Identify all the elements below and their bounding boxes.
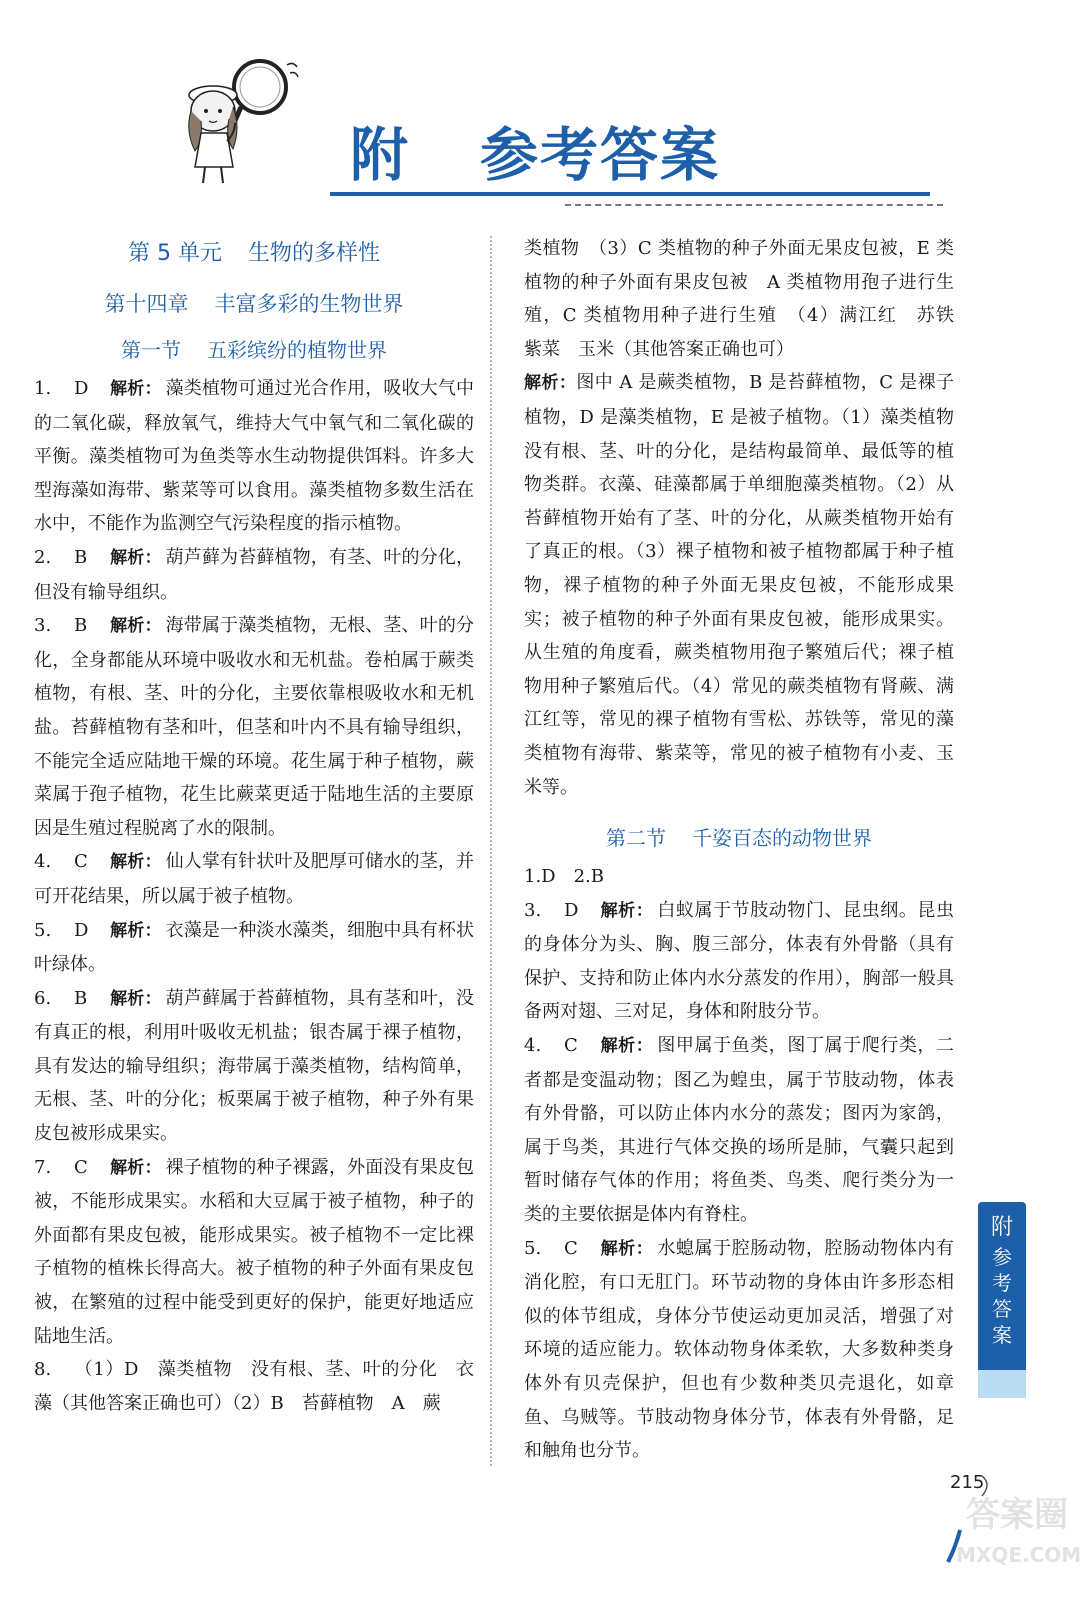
left-column — [34, 232, 474, 1420]
section-heading-2: 第二节 千姿百态的动物世界 — [606, 826, 872, 851]
side-tab-foot — [978, 1370, 1026, 1398]
watermark-icon — [946, 1468, 1082, 1568]
answer-item: 3. D 解析： 白蚁属于节肢动物门、昆虫纲。昆虫的身体分为头、胸、腹三部分，体表有外骨骼（具有保护、支持和防止体内水分蒸发的作用），胸部一般具备两对翅、三对足，身体和附肢分节。 — [524, 899, 955, 1023]
column-divider — [490, 236, 492, 1466]
section-heading: 第一节 五彩缤纷的植物世界 — [121, 338, 387, 362]
answer-item: 4. C 解析： 仙人掌有针状叶及肥厚可储水的茎，并可开花结果，所以属于被子植物。 — [34, 851, 475, 907]
side-tab — [978, 1202, 1026, 1370]
answer-item: 3. B 解析： 海带属于藻类植物，无根、茎、叶的分化，全身都能从环境中吸收水和无机盐。卷柏属于蕨类植物，有根、茎、叶的分化，主要依靠根吸收水和无机盐。苔藓植物有茎和叶，但茎和叶内不具有输导组织，不能完全适应陆地干燥的环境。花生属于种子植物，蕨菜属于孢子植物，花生比蕨菜更适于陆地生活的主要原因是生殖过程脱离了水的限制。 — [34, 615, 475, 839]
right-column — [524, 232, 972, 1468]
answer-item-8-continued: 类植物 （3）C 类植物的种子外面无果皮包被，E 类植物的种子外面有果皮包被 A 类植物用孢子进行生殖，C 类植物用种子进行生殖 （4）满江红 苏铁 紫菜 玉米（其他答案正确也可） — [524, 238, 972, 360]
mascot-with-magnifier-illustration — [175, 55, 305, 190]
page-title-block — [330, 108, 950, 208]
answer-item: 2. B 解析： 葫芦藓为苔藓植物，有茎、叶的分化，但没有输导组织。 — [34, 546, 475, 603]
svg-text:答案圈: 答案圈 — [966, 1495, 1068, 1535]
answer-item: 6. B 解析： 葫芦藓属于苔藓植物，具有茎和叶，没有真正的根，利用叶吸收无机盐；银杏属于裸子植物，具有发达的输导组织；海带属于藻类植物，结构简单，无根、茎、叶的分化；板栗属于被子植物，种子外有果皮包被形成果实。 — [34, 987, 475, 1145]
answer-item-8-analysis: 解析：图中 A 是蕨类植物，B 是苔藓植物，C 是裸子植物，D 是藻类植物，E 是被子植物。（1）藻类植物没有根、茎、叶的分化，是结构最简单、最低等的植物类群。衣藻、硅藻都属于单细胞藻类植物。（2）从苔藓植物开始有了茎、叶的分化，从蕨类植物开始有了真正的根。（3）裸子植物和被子植物都属于种子植物，裸子植物的种子外面无果皮包被，不能形成果实；被子植物的种子外面有果皮包被，能形成果实。从生殖的角度看，蕨类植物用孢子繁殖后代；裸子植物用种子繁殖后代。（4）常见的蕨类植物有肾蕨、满江红等，常见的裸子植物有雪松、苏铁等，常见的藻类植物有海带、紫菜等，常见的被子植物有小麦、玉米等。 — [524, 372, 955, 798]
answer-item: 7. C 解析： 裸子植物的种子裸露，外面没有果皮包被，不能形成果实。水稻和大豆属于被子植物，种子的外面都有果皮包被，能形成果实。被子植物不一定比裸子植物的植株长得高大。被子植物的种子外面有果皮包被，在繁殖的过程中能受到更好的保护，能更好地适应陆地生活。 — [34, 1156, 475, 1347]
page-number: 215 — [950, 1472, 985, 1493]
title-underline — [330, 192, 930, 196]
side-tab-top: 附 — [990, 1215, 1013, 1240]
answer-item: 4. C 解析： 图甲属于鱼类，图丁属于爬行类，二者都是变温动物；图乙为蝗虫，属于节肢动物，体表有外骨骼，可以防止体内水分的蒸发；图丙为家鸽，属于鸟类，其进行气体交换的场所是肺，气囊只起到暂时储存气体的作用；将鱼类、鸟类、爬行类分为一类的主要依据是体内有脊柱。 — [524, 1035, 955, 1226]
chapter-heading: 第十四章 丰富多彩的生物世界 — [104, 292, 404, 316]
svg-text:MXQE.COM: MXQE.COM — [956, 1543, 1082, 1567]
answer-item: 5. D 解析： 衣藻是一种淡水藻类，细胞中具有杯状叶绿体。 — [34, 919, 475, 976]
side-tab-vertical: 参考答案 — [992, 1245, 1012, 1347]
page-title — [350, 108, 720, 192]
answer-item: 5. C 解析： 水螅属于腔肠动物，腔肠动物体内有消化腔，有口无肛门。环节动物的身体由许多形态相似的体节组成，身体分节使运动更加灵活，增强了对环境的适应能力。软体动物身体柔软，大多数种类身体外有贝壳保护，但也有少数种类贝壳退化，如章鱼、乌贼等。节肢动物身体分节，体表有外骨骼，足和触角也分节。 — [524, 1237, 955, 1462]
answer-item: 1. D 解析： 藻类植物可通过光合作用，吸收大气中的二氧化碳，释放氧气，维持大气中氧气和二氧化碳的平衡。藻类植物可为鱼类等水生动物提供饵料。许多大型海藻如海带、紫菜等可以食用。藻类植物多数生活在水中，不能作为监测空气污染程度的指示植物。 — [34, 378, 475, 535]
title-left: 附 — [350, 121, 411, 189]
title-dashed-rule — [565, 204, 943, 206]
title-right: 参考答案 — [480, 121, 721, 189]
short-answers: 1.D 2.B — [524, 866, 605, 888]
answer-item-8: 8. （1）D 藻类植物 没有根、茎、叶的分化 衣藻（其他答案正确也可）（2）B 苔藓植物 A 蕨 — [34, 1359, 474, 1414]
unit-heading: 第 5 单元 生物的多样性 — [128, 241, 380, 266]
